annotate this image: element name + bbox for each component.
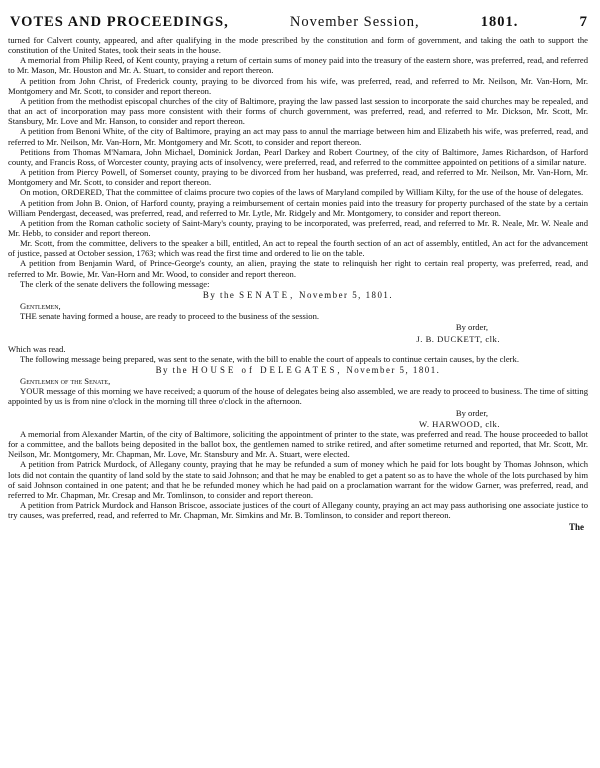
house-by-order: By order, (455, 407, 488, 418)
catchword: The (568, 522, 584, 533)
senate-by-order: By order, (455, 322, 488, 333)
senate-message-text: THE senate having formed a house, are ready to proceed to the business of the session. (20, 311, 320, 322)
paragraph: A memorial from Philip Reed, of Kent county, praying a return of certain sums of money paid into the treasury of the eastern shore, was preferred, read, and referred to Mr. Mason, Mr. Houston and Mr. A. Stuart, to consider and report thereon. (8, 55, 588, 76)
paragraph: Which was read. (8, 343, 66, 354)
header-title: VOTES AND PROCEEDINGS, (10, 14, 229, 30)
house-salutation: Gentlemen of the Senate, (20, 376, 111, 387)
house-message-text: YOUR message of this morning we have received; a quorum of the house of delegates being also assembled, we are ready to proceed to business. The time of sitting appointed by us is from nine o'clock in the morning till three o'clock in the afternoon. (8, 386, 588, 407)
header-year: 1801. (480, 14, 519, 30)
house-signer-name: W. HARWOOD, clk. (419, 418, 500, 429)
paragraph: A petition from John B. Onion, of Harford county, praying a reimbursement of certain monies paid into the treasury for property purchased of the state by a certain William Pendergast, deceased, was preferred, read, and referred to Mr. Lytle, Mr. Ridgely and Mr. Montgomery, to consider and report thereon. (8, 197, 588, 218)
paragraph: A memorial from Alexander Martin, of the city of Baltimore, soliciting the appointment of printer to the state, was preferred and read. The house proceeded to ballot for a committee, and the ballots being deposited in the ballot box, the gentlemen named to strike retired, and after sometime returned and reported, that Mr. Scott, Mr. Neilson, Mr. Montgomery, Mr. Chapman, Mr. Love, Mr. Stansbury and Mr. A. Stuart, were elected. (8, 428, 588, 460)
senate-message-header (8, 290, 588, 300)
senate-signer-name: J. B. DUCKETT, clk. (416, 333, 500, 344)
paragraph: The clerk of the senate delivers the following message: (20, 278, 210, 289)
paragraph: A petition from Benjamin Ward, of Prince-George's county, an alien, praying the state to relinquish her right to certain real property, was preferred, read, and referred to Mr. Bowie, Mr. Van-Horn and Mr. Wood, to consider and report thereon. (8, 258, 588, 279)
senate-header-date: November 5, 1801. (299, 289, 394, 300)
header-session: November Session, (289, 14, 420, 30)
running-header (10, 14, 588, 31)
house-signer (8, 419, 588, 429)
paragraph: The following message being prepared, was sent to the senate, with the bill to enable the court of appeals to continue certain causes, by the clerk. (20, 353, 519, 364)
senate-signature-line (8, 322, 588, 332)
paragraph: Petitions from Thomas M'Namara, John Michael, Dominick Jordan, Pearl Darkey and Robert Courtney, of the city of Baltimore, James Richardson, of Harford county, and Francis Ross, of Worcester county, praying acts of insolvency, were preferred, read, and referred to the committee appointed on petitions of a similar nature. (8, 146, 588, 167)
paragraph: A petition from the methodist episcopal churches of the city of Baltimore, praying the law passed last session to incorporate the said churches may be repealed, and that an act of incorporation may pass more consistent with their forms of church government, was preferred, read, and referred to Mr. Dickson, Mr. Scott, Mr. Stansbury, Mr. Love and Mr. Hanson, to consider and report thereon. (8, 95, 588, 127)
house-header-date: November 5, 1801. (346, 365, 441, 375)
paragraph: On motion, ORDERED, That the committee of claims procure two copies of the laws of Maryland compiled by William Kilty, for the use of the house of delegates. (20, 187, 584, 198)
page-number: 7 (579, 14, 588, 30)
document-body (8, 35, 588, 533)
house-header-pre: By the (155, 365, 189, 375)
paragraph: A petition from John Christ, of Frederick county, praying to be divorced from his wife, was preferred, read, and referred to Mr. Neilson, Mr. Van-Horn, Mr. Montgomery and Mr. Scott, to consider and report thereon. (8, 75, 588, 96)
paragraph: A petition from Piercy Powell, of Somerset county, praying to be divorced from her husband, was preferred, read, and referred to Mr. Neilson, Mr. Van-Horn, Mr. Montgomery and Mr. Scott, to consider and report thereon. (8, 167, 588, 188)
house-header-body: HOUSE of DELEGATES, (191, 365, 343, 375)
house-signature-line (8, 408, 588, 418)
senate-signer (8, 334, 588, 344)
paragraph: A petition from Patrick Murdock, of Allegany county, praying that he may be refunded a sum of money which he paid for lots bought by Thomas Johnson, which lots did not contain the quantity of land sold by the state to said Johnson; and that he may be enabled to get a patent so as to have the whole of the lots purchased by him of said Johnson contained in one patent; and that he be refunded money which he had paid on a proclamation warrant for the widow Garner, was preferred, read, and referred to Mr. Chapman, Mr. Cresap and Mr. Tomlinson, to consider and report thereon. (8, 459, 588, 500)
paragraph: Mr. Scott, from the committee, delivers to the speaker a bill, entitled, An act to repeal the fourth section of an act of assembly, entitled, An act for the advancement of justice, passed at October session, 1763; which was read the first time and ordered to lie on the table. (8, 238, 588, 259)
paragraph: turned for Calvert county, appeared, and after qualifying in the mode prescribed by the constitution and form of government, and taking the oath to support the constitution of the United States, took their seats in the house. (8, 35, 588, 56)
senate-header-body: SENATE, (239, 289, 296, 300)
paragraph: A petition from Patrick Murdock and Hanson Briscoe, associate justices of the court of Allegany county, praying an act may pass authorising one associate justice to try causes, was preferred, read, and referred to Mr. Chapman, Mr. Simkins and Mr. B. Tomlinson, to consider and report thereon. (8, 500, 588, 521)
paragraph: A petition from Benoni White, of the city of Baltimore, praying an act may pass to annul the marriage between him and Elizabeth his wife, was preferred, read, and referred to Mr. Neilson, Mr. Van-Horn, Mr. Montgomery and Mr. Scott, to consider and report thereon. (8, 126, 588, 147)
house-message-header (8, 365, 588, 375)
senate-header-pre: By the (202, 289, 236, 300)
paragraph: A petition from the Roman catholic society of Saint-Mary's county, praying to be incorporated, was preferred, read, and referred to Mr. R. Neale, Mr. W. Neale and Mr. Hebb, to consider and report thereon. (8, 217, 588, 238)
senate-salutation: Gentlemen, (20, 301, 61, 312)
